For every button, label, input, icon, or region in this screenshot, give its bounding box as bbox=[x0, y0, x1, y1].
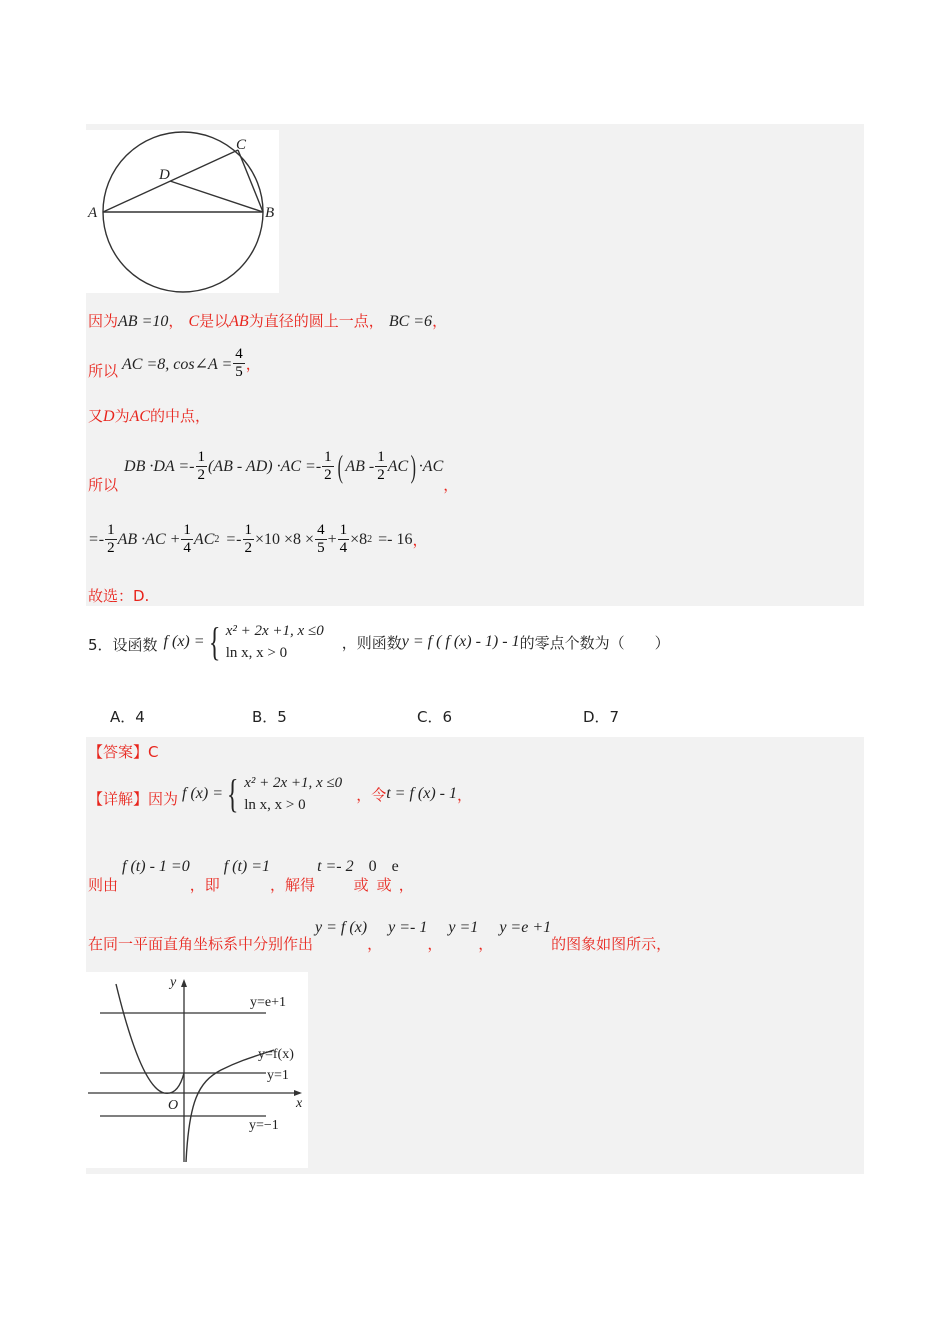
math: AC bbox=[193, 530, 215, 548]
fraction bbox=[338, 522, 350, 557]
math: =- bbox=[225, 530, 242, 548]
math: AB bbox=[229, 313, 249, 330]
sol5-line2 bbox=[88, 858, 414, 895]
piecewise: { x² + 2x +1, x ≤0 ln x, x > 0 bbox=[208, 619, 324, 664]
label-line-fx: y=f(x) bbox=[258, 1047, 294, 1062]
sol5-detail bbox=[88, 772, 472, 816]
text: ， bbox=[427, 935, 443, 953]
label-a: A bbox=[88, 205, 98, 221]
case-2: ln x, x > 0 bbox=[244, 797, 306, 813]
text: 因为 bbox=[88, 312, 119, 330]
math: AC bbox=[129, 408, 151, 425]
label-line-e1: y=e+1 bbox=[250, 995, 287, 1010]
segment-db bbox=[170, 181, 263, 212]
text: 为 bbox=[114, 407, 130, 425]
label-d: D bbox=[159, 167, 170, 183]
text: ， bbox=[443, 476, 459, 494]
math: e bbox=[391, 858, 399, 875]
sol4-answer: 故选：D. bbox=[88, 587, 150, 605]
math: y =1 bbox=[448, 919, 479, 936]
math: AB =10 bbox=[118, 313, 169, 330]
sol5-answer bbox=[88, 741, 159, 762]
text: 的中点， bbox=[150, 407, 211, 425]
numerator: 4 bbox=[317, 522, 325, 538]
option-d[interactable]: D．7 bbox=[583, 708, 620, 726]
case-1: x² + 2x +1, x ≤0 bbox=[244, 775, 343, 791]
denominator: 4 bbox=[183, 540, 191, 556]
text: ，则函数 bbox=[341, 633, 402, 652]
text: 则由 bbox=[88, 876, 119, 894]
math: ·AC bbox=[418, 457, 444, 475]
denominator: 2 bbox=[197, 467, 206, 483]
option-a[interactable]: A．4 bbox=[110, 708, 145, 726]
denominator: 2 bbox=[377, 467, 385, 483]
label-b: B bbox=[265, 205, 275, 221]
superscript: 2 bbox=[367, 534, 373, 545]
math: ×10 ×8 × bbox=[255, 530, 315, 548]
numerator: 1 bbox=[244, 522, 252, 538]
sol4-line2 bbox=[88, 346, 261, 381]
answer-tag: 【答案】 bbox=[88, 743, 149, 761]
math: =- bbox=[88, 530, 105, 548]
text: ， bbox=[367, 935, 383, 953]
text: ， bbox=[478, 935, 494, 953]
piecewise: { x² + 2x +1, x ≤0 ln x, x > 0 bbox=[226, 771, 343, 816]
denominator: 2 bbox=[107, 540, 115, 556]
label-line-1: y=1 bbox=[267, 1068, 289, 1083]
math: y = f ( f (x) - 1) - 1 bbox=[401, 633, 520, 650]
text: ，解得 bbox=[270, 876, 316, 894]
sol4-line5 bbox=[88, 522, 428, 557]
text: 所以 bbox=[88, 362, 119, 380]
math: + bbox=[327, 530, 337, 548]
numerator: 1 bbox=[339, 522, 348, 538]
circle-figure bbox=[86, 130, 279, 293]
math: (AB - AD) ·AC =- bbox=[208, 457, 322, 475]
math: f (t) - 1 =0 bbox=[122, 858, 190, 875]
numerator: 1 bbox=[377, 449, 385, 465]
math: AC =8, cos∠A = bbox=[122, 355, 233, 373]
case-2: ln x, x > 0 bbox=[225, 645, 288, 661]
math: 0 bbox=[368, 858, 377, 875]
fraction bbox=[375, 449, 387, 484]
question-5 bbox=[88, 620, 670, 664]
text: 的零点个数为（ ） bbox=[519, 633, 670, 652]
label-c: C bbox=[236, 137, 247, 153]
math: y =- 1 bbox=[388, 919, 428, 936]
numerator: 1 bbox=[107, 522, 115, 538]
text: 是以 bbox=[199, 312, 230, 330]
label-line-m1: y=−1 bbox=[249, 1118, 279, 1133]
text: ， bbox=[432, 312, 448, 330]
case-1: x² + 2x +1, x ≤0 bbox=[225, 623, 324, 639]
text: ， bbox=[168, 312, 184, 330]
text: ， bbox=[398, 876, 414, 894]
text: 又 bbox=[88, 407, 104, 425]
math: DB ·DA =- bbox=[124, 457, 195, 475]
y-axis-arrow bbox=[181, 979, 187, 987]
denominator: 2 bbox=[244, 540, 252, 556]
numerator: 1 bbox=[324, 449, 332, 465]
math: AB ·AC + bbox=[117, 530, 181, 548]
fraction bbox=[243, 522, 255, 557]
answer-value: C bbox=[148, 743, 159, 761]
sol4-line3 bbox=[88, 405, 210, 426]
curve-log bbox=[186, 1050, 274, 1162]
fraction bbox=[315, 522, 327, 557]
denominator: 4 bbox=[339, 540, 348, 556]
math: f (t) =1 bbox=[223, 858, 271, 875]
math: AB - bbox=[345, 457, 375, 475]
text: 或 bbox=[376, 876, 392, 894]
math: f (x) = bbox=[182, 785, 224, 802]
label-y: y bbox=[170, 975, 177, 990]
text: 所以 bbox=[88, 476, 119, 494]
label-x: x bbox=[296, 1096, 303, 1111]
math: ×8 bbox=[350, 530, 368, 548]
math: t =- 2 bbox=[317, 858, 354, 875]
text: ， bbox=[412, 531, 428, 549]
denominator: 5 bbox=[317, 540, 325, 556]
curve-parabola bbox=[116, 984, 184, 1093]
fraction bbox=[196, 449, 208, 484]
text: 或 bbox=[353, 876, 369, 894]
text: 的图象如图所示， bbox=[551, 935, 672, 953]
graph-figure bbox=[86, 972, 308, 1168]
text: 为直径的圆上一点， bbox=[248, 312, 384, 330]
option-b[interactable]: B．5 bbox=[252, 708, 287, 726]
label-origin: O bbox=[168, 1098, 179, 1113]
fraction bbox=[322, 449, 334, 484]
math: C bbox=[188, 313, 200, 330]
sol4-line4: 所以 DB ·DA =- $\frac{1}{2}$ (AB - AD) ·AC =- $\frac{1}{2}$ ( AB - $\frac{1}{2}$ AC ) ·AC ， bbox=[88, 448, 459, 494]
math: t = f (x) - 1 bbox=[386, 785, 457, 802]
option-c[interactable]: C．6 bbox=[417, 708, 453, 726]
math: f (x) = bbox=[163, 633, 205, 650]
superscript: 2 bbox=[214, 534, 220, 545]
question-number: 5．设函数 bbox=[88, 635, 158, 654]
segment-cb bbox=[238, 150, 263, 212]
numerator: 1 bbox=[197, 449, 206, 465]
text: 因为 bbox=[148, 789, 179, 808]
text: ， bbox=[456, 785, 472, 804]
numerator: 4 bbox=[235, 346, 243, 362]
text: ， bbox=[245, 355, 261, 373]
fraction bbox=[233, 346, 245, 381]
fraction bbox=[105, 522, 117, 557]
text: ，令 bbox=[356, 785, 387, 804]
text: ，即 bbox=[189, 876, 220, 894]
fraction bbox=[181, 522, 193, 557]
math: y = f (x) bbox=[315, 919, 368, 936]
math: D bbox=[103, 408, 115, 425]
numerator: 1 bbox=[183, 522, 191, 538]
math: AC bbox=[387, 457, 409, 475]
sol4-line1 bbox=[88, 310, 447, 331]
circle-diagram bbox=[86, 130, 279, 293]
math: =- 16 bbox=[378, 530, 413, 548]
sol5-line3 bbox=[88, 919, 671, 954]
denominator: 5 bbox=[235, 364, 243, 380]
detail-tag: 【详解】 bbox=[88, 789, 149, 808]
math: y =e +1 bbox=[499, 919, 552, 936]
text: 在同一平面直角坐标系中分别作出 bbox=[88, 935, 314, 953]
denominator: 2 bbox=[324, 467, 332, 483]
math: BC =6 bbox=[388, 313, 433, 330]
function-graph bbox=[86, 972, 308, 1168]
